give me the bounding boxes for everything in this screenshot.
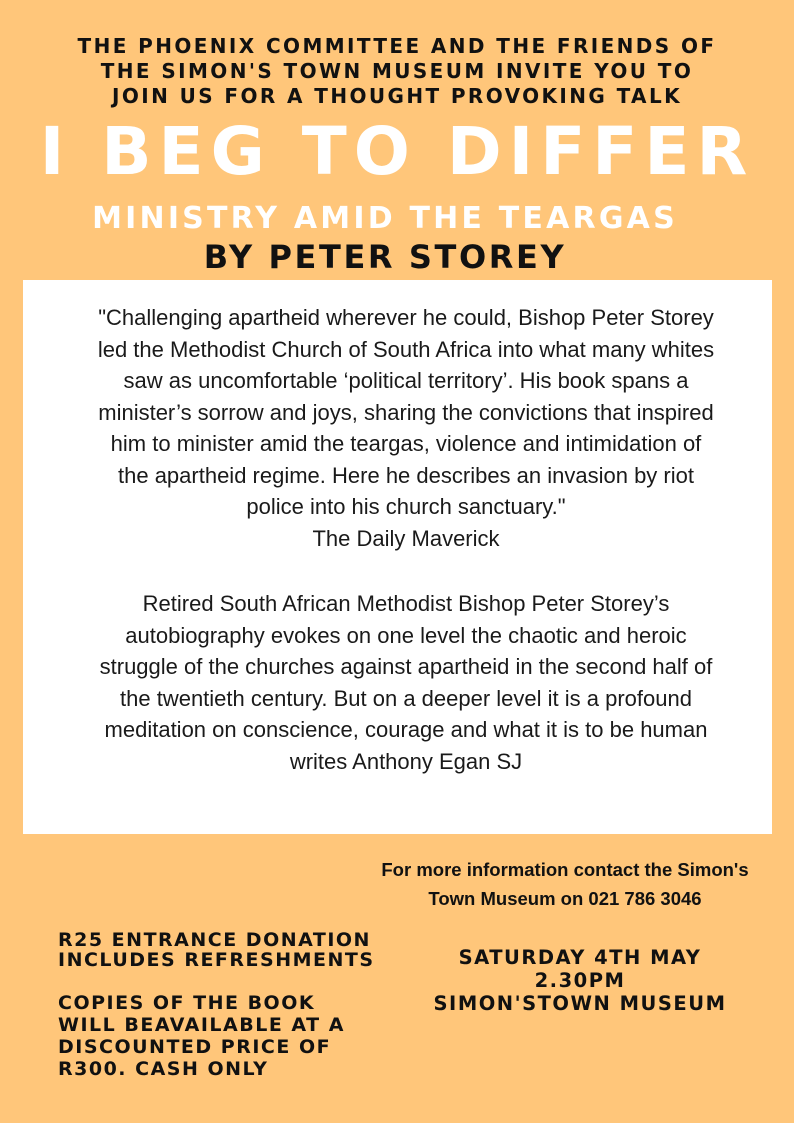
review-line: Retired South African Methodist Bishop Peter Storey’s [142, 591, 670, 616]
entrance-line: INCLUDES REFRESHMENTS [58, 949, 375, 971]
review-line: struggle of the churches against apartheid in the second half of [99, 654, 713, 679]
contact-info [345, 855, 785, 913]
book-offer-line: DISCOUNTED PRICE OF [58, 1036, 332, 1058]
quote-source: The Daily Maverick [312, 525, 500, 551]
intro-line: THE SIMON'S TOWN MUSEUM INVITE YOU TO [100, 59, 694, 83]
event-title: I BEG TO DIFFER [39, 113, 755, 190]
review-block [63, 588, 749, 777]
quote-line: minister’s sorrow and joys, sharing the convictions that inspired [98, 399, 714, 425]
quote-line: him to minister amid the teargas, violence and intimidation of [110, 431, 702, 456]
event-time: 2.30PM [534, 969, 626, 992]
quote-line: police into his church sanctuary." [246, 494, 566, 519]
ticket-info [58, 930, 375, 1080]
quote-line: led the Methodist Church of South Africa into what many whites [97, 336, 715, 362]
quote-line: "Challenging apartheid wherever he could, Bishop Peter Storey [98, 305, 714, 330]
book-offer-line: WILL BEAVAILABLE AT A [58, 1014, 345, 1036]
quote-block [63, 302, 749, 554]
quote-line: the apartheid regime. Here he describes an invasion by riot [118, 462, 694, 488]
book-offer-line: COPIES OF THE BOOK [58, 992, 316, 1014]
quote-line: saw as uncomfortable ‘political territory’. His book spans a [123, 368, 689, 393]
review-line: the twentieth century. But on a deeper level it is a profound [120, 685, 692, 711]
contact-line: For more information contact the Simon's [381, 859, 749, 880]
book-offer-line: R300. CASH ONLY [58, 1058, 269, 1080]
author-line: BY PETER STOREY [203, 238, 567, 276]
event-venue: SIMON'STOWN MUSEUM [433, 992, 727, 1015]
quote-box [23, 280, 772, 834]
review-line: autobiography evokes on one level the chaotic and heroic [125, 622, 687, 648]
event-subtitle: MINISTRY AMID THE TEARGAS [92, 201, 678, 236]
contact-line: Town Museum on 021 786 3046 [428, 888, 702, 909]
intro-heading [40, 34, 754, 109]
review-line: writes Anthony Egan SJ [289, 748, 523, 774]
intro-line: THE PHOENIX COMMITTEE AND THE FRIENDS OF [77, 34, 717, 58]
event-date: SATURDAY 4TH MAY [458, 946, 702, 969]
review-line: meditation on conscience, courage and what it is to be human [104, 717, 708, 742]
entrance-line: R25 ENTRANCE DONATION [58, 929, 371, 951]
event-details [405, 946, 755, 1015]
intro-line: JOIN US FOR A THOUGHT PROVOKING TALK [112, 84, 682, 108]
